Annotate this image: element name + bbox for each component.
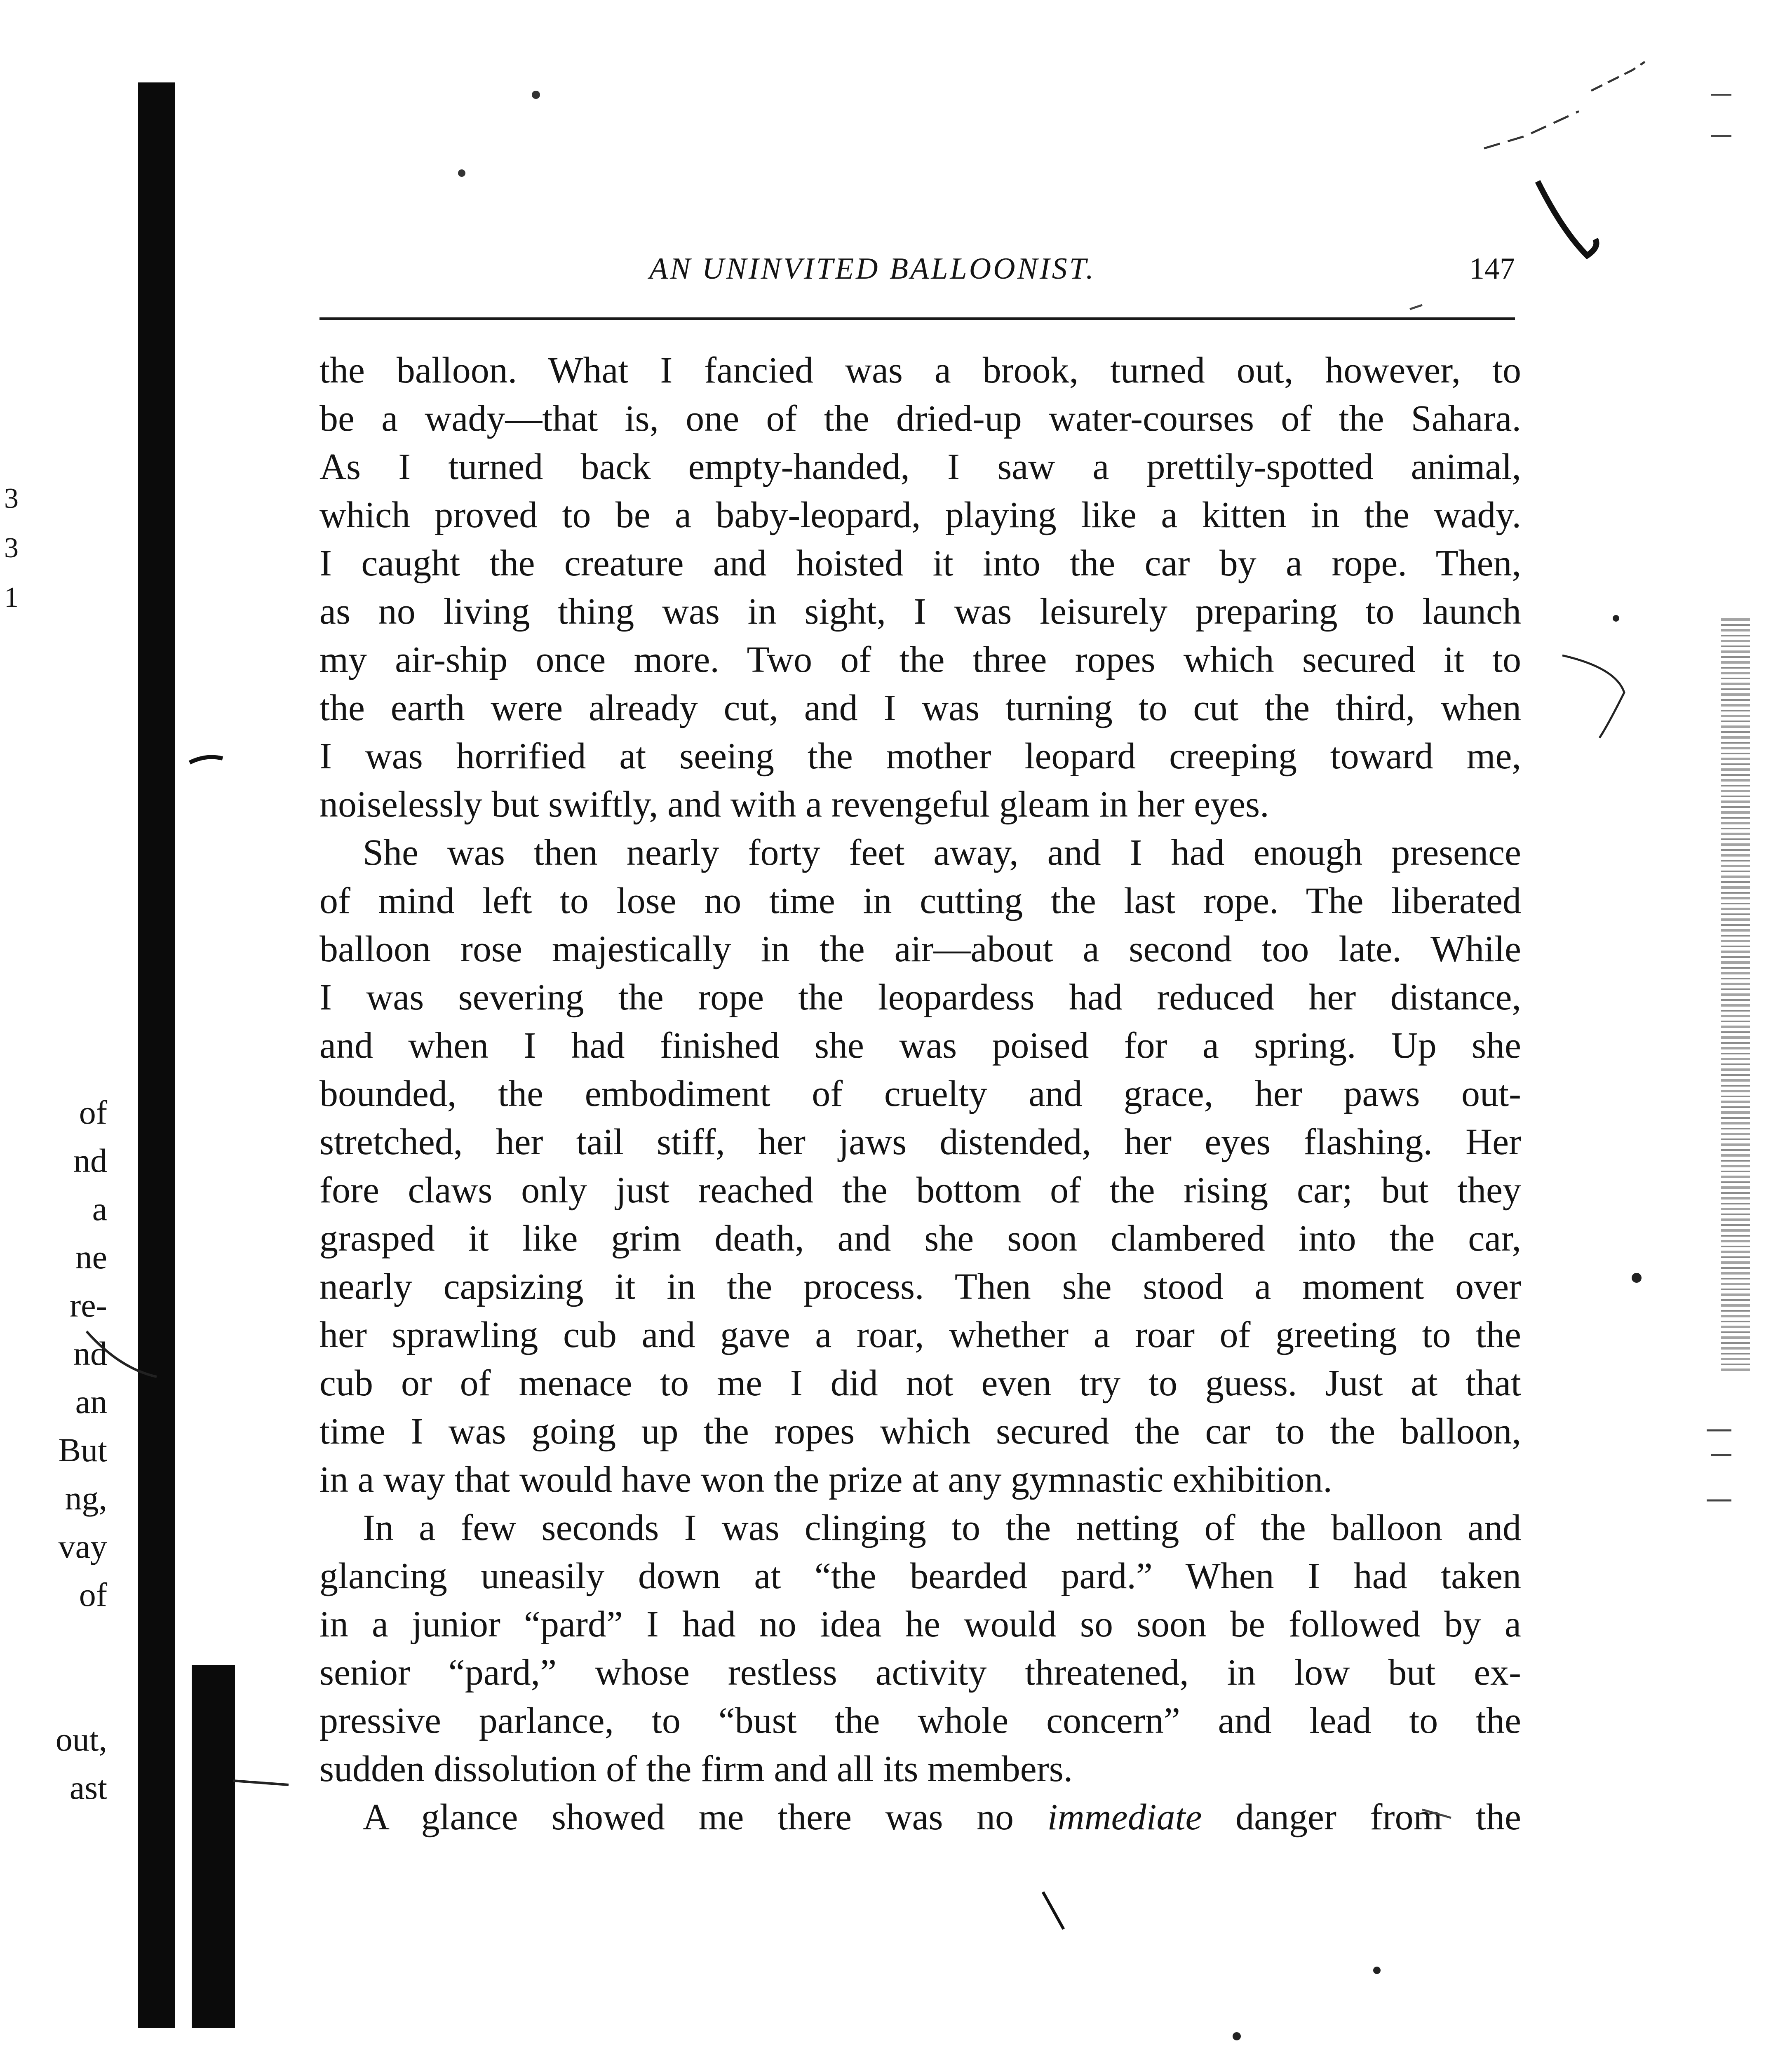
fragment: ne [75,1238,107,1276]
text-line: in a junior “pard” I had no idea he would so soon be followed by a [319,1604,1521,1645]
fragment: 3 [4,532,19,564]
text-line: the balloon. What I fancied was a brook, turned out, however, to [319,350,1521,391]
text-line: be a wady—that is, one of the dried-up water-courses of the Sahara. [319,398,1521,439]
stray-dot [532,91,540,99]
text-line: In a few seconds I was clinging to the netting of the balloon and [363,1507,1521,1548]
text-run: A glance showed me there was no [363,1797,1047,1838]
text-line: senior “pard,” whose restless activity threatened, in low but ex- [319,1652,1521,1693]
page-number: 147 [1469,252,1515,286]
book-spine-shadow-lower [192,1665,235,2028]
stray-mark [190,757,223,763]
text-line: as no living thing was in sight, I was leisurely preparing to launch [319,591,1521,632]
text-line: noiselessly but swiftly, and with a revengeful gleam in her eyes. [319,784,1269,825]
text-line: I was horrified at seeing the mother leopard creeping toward me, [319,736,1521,777]
fragment: vay [58,1528,107,1565]
text-line: of mind left to lose no time in cutting the last rope. The liberated [319,880,1521,921]
text-line: nearly capsizing it in the process. Then she stood a moment over [319,1266,1521,1307]
body-text [319,346,1521,1841]
text-line: my air-ship once more. Two of the three ropes which secured it to [319,639,1521,680]
text-line: She was then nearly forty feet away, and I had enough presence [363,832,1521,873]
fragment: nd [73,1142,107,1179]
stray-dot [1613,615,1619,622]
fragment: 1 [4,582,19,613]
stray-mark [1562,655,1624,738]
text-line: bounded, the embodiment of cruelty and grace, her paws out- [319,1073,1521,1114]
fragment: an [75,1383,107,1420]
fragment [16,1619,107,1667]
fragment [16,1667,107,1715]
text-line: fore claws only just reached the bottom of the rising car; but they [319,1170,1521,1211]
running-title: AN UNINVITED BALLOONIST. [649,252,1096,286]
stray-mark [1410,305,1422,309]
text-line: pressive parlance, to “bust the whole concern” and lead to the [319,1700,1521,1741]
stray-mark [1707,1430,1731,1500]
fragment: out, [55,1721,107,1758]
running-head [319,251,1515,305]
stray-mark [1711,95,1731,136]
stray-mark [1538,181,1597,256]
fragment: of [79,1094,107,1131]
text-line: in a way that would have won the prize at any gymnastic exhibition. [319,1459,1332,1500]
fragment: of [79,1576,107,1613]
stray-dot [1373,1967,1381,1974]
text-line: As I turned back empty-handed, I saw a prettily-spotted animal, [319,446,1521,487]
text-line: balloon rose majestically in the air—about a second too late. While [319,929,1521,969]
fragment: re- [69,1286,107,1324]
text-line: the earth were already cut, and I was turning to cut the third, when [319,688,1521,728]
facing-page-fragments-upper [4,474,19,622]
fragment: ast [69,1769,107,1806]
stray-mark [1591,62,1645,91]
text-line: her sprawling cub and gave a roar, whether a roar of greeting to the [319,1315,1521,1355]
fragment: 3 [4,483,19,514]
text-line: grasped it like grim death, and she soon clambered into the car, [319,1218,1521,1259]
text-line: which proved to be a baby-leopard, playing like a kitten in the wady. [319,495,1521,535]
text-line: I was severing the rope the leopardess had reduced her distance, [319,977,1521,1018]
emphasis: immediate [1047,1797,1202,1838]
text-run: danger from the [1202,1797,1522,1838]
stray-dot [458,169,465,177]
facing-page-fragments-lower [16,1088,107,1812]
fragment: a [92,1190,107,1228]
stray-mark [1484,111,1579,148]
text-line: sudden dissolution of the firm and all its members. [319,1749,1073,1789]
fragment: But [58,1431,107,1469]
book-spine-shadow [138,82,175,2028]
header-rule [319,317,1515,320]
text-line: I caught the creature and hoisted it into the car by a rope. Then, [319,543,1521,584]
stray-mark [233,1781,289,1785]
text-line: stretched, her tail stiff, her jaws distended, her eyes flashing. Her [319,1122,1521,1162]
text-line: cub or of menace to me I did not even try to guess. Just at that [319,1363,1521,1404]
fragment: ng, [65,1479,107,1517]
text-line-final [319,1793,1521,1841]
stray-dot [1632,1273,1642,1283]
fragment: nd [73,1335,107,1372]
scan-edge-artifact [1721,618,1750,1373]
stray-mark [1043,1892,1064,1929]
text-line: time I was going up the ropes which secured the car to the balloon, [319,1411,1521,1452]
text-line: glancing uneasily down at “the bearded pard.” When I had taken [319,1556,1521,1596]
stray-dot [1233,2032,1241,2040]
text-line: and when I had finished she was poised for a spring. Up she [319,1025,1521,1066]
